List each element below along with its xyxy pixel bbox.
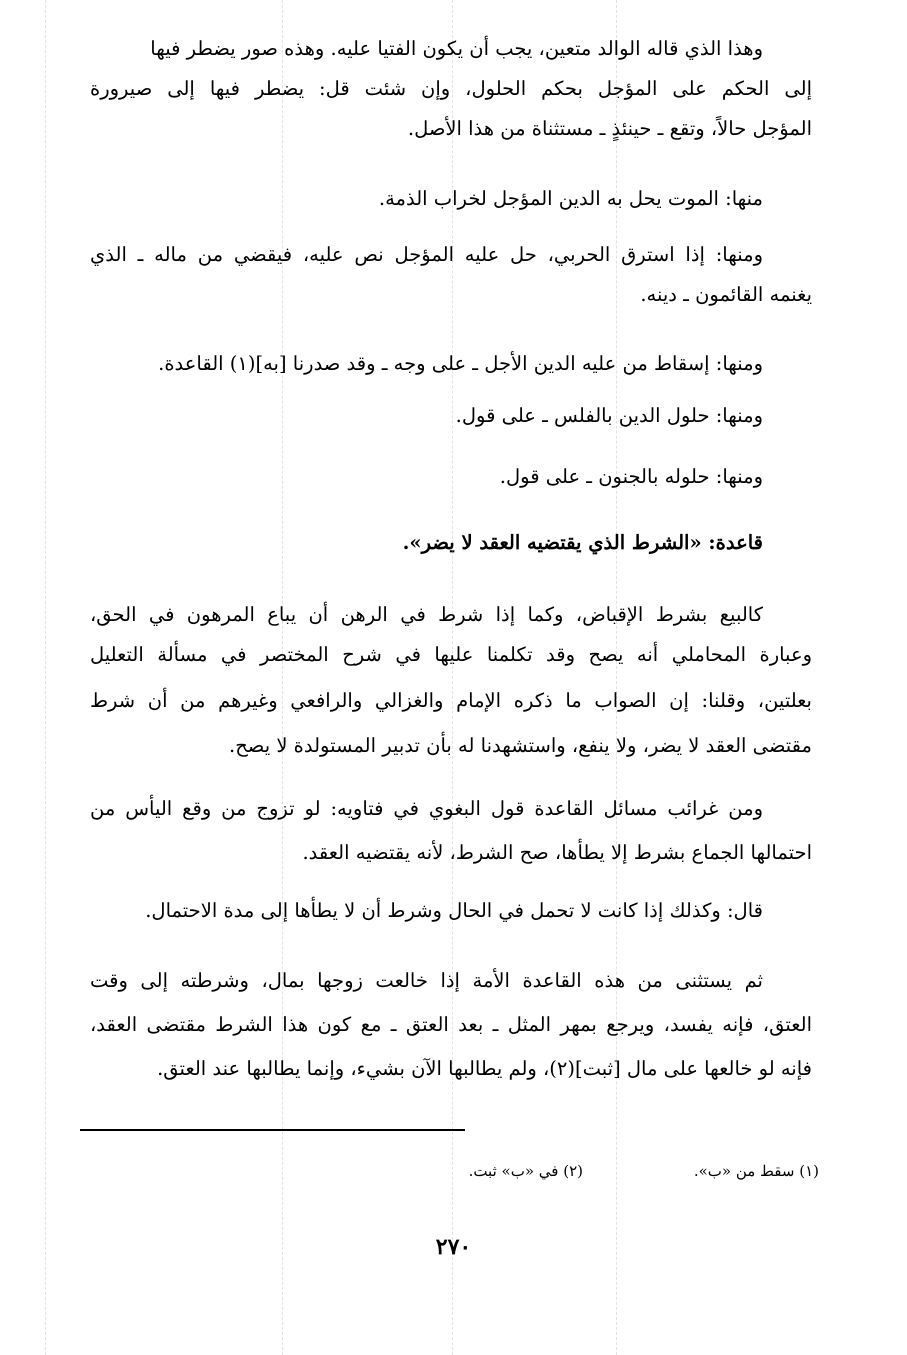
text-line-12: وعبارة المحاملي أنه يصح وقد تكلمنا عليها في شرح المختصر في مسألة التعليل: [90, 643, 812, 666]
rule-heading: قاعدة: «الشرط الذي يقتضيه العقد لا يضر».: [402, 531, 763, 554]
text-line-14: مقتضى العقد لا يضر، ولا ينفع، واستشهدنا له بأن تدبير المستولدة لا يصح.: [229, 734, 812, 757]
text-line-5: ومنها: إذا استرق الحربي، حل عليه المؤجل نص عليه، فيقضي من ماله ـ الذي: [90, 243, 763, 266]
footnote-2: (٢) في «ب» ثبت.: [468, 1162, 583, 1180]
text-line-3: المؤجل حالاً، وتقع ـ حينئذٍ ـ مستثناة من هذا الأصل.: [407, 117, 812, 140]
text-line-15: ومن غرائب مسائل القاعدة قول البغوي في فتاويه: لو تزوج من وقع اليأس من: [90, 797, 763, 820]
page-number: ٢٧٠: [435, 1234, 472, 1260]
text-line-9: ومنها: حلوله بالجنون ـ على قول.: [499, 465, 763, 488]
text-line-6: يغنمه القائمون ـ دينه.: [640, 283, 812, 306]
scan-artifact-line: [45, 0, 46, 1355]
text-line-8: ومنها: حلول الدين بالفلس ـ على قول.: [455, 404, 763, 427]
text-line-20: فإنه لو خالعها على مال [ثبت](٢)، ولم يطالبها الآن بشيء، وإنما يطالبها عند العتق.: [157, 1057, 812, 1080]
text-line-16: احتمالها الجماع بشرط إلا يطأها، صح الشرط، لأنه يقتضيه العقد.: [302, 841, 812, 864]
footnote-1: (١) سقط من «ب».: [693, 1162, 819, 1180]
text-line-1: وهذا الذي قاله الوالد متعين، يجب أن يكون الفتيا عليه. وهذه صور يضطر فيها: [150, 37, 763, 60]
text-line-4: منها: الموت يحل به الدين المؤجل لخراب الذمة.: [378, 187, 763, 210]
footnote-separator: [80, 1129, 465, 1131]
text-line-19: العتق، فإنه يفسد، ويرجع بمهر المثل ـ بعد العتق ـ مع كون هذا الشرط مقتضى العقد،: [90, 1013, 812, 1036]
text-line-7: ومنها: إسقاط من عليه الدين الأجل ـ على وجه ـ وقد صدرنا [به](١) القاعدة.: [158, 352, 763, 375]
text-line-17: قال: وكذلك إذا كانت لا تحمل في الحال وشرط أن لا يطأها إلى مدة الاحتمال.: [145, 899, 763, 922]
text-line-13: بعلتين، وقلنا: إن الصواب ما ذكره الإمام والغزالي والرافعي وغيرهم من أن شرط: [90, 689, 812, 712]
text-line-11: كالبيع بشرط الإقباض، وكما إذا شرط في الرهن أن يباع المرهون في الحق،: [90, 603, 763, 626]
text-line-18: ثم يستثنى من هذه القاعدة الأمة إذا خالعت زوجها بمال، وشرطته إلى وقت: [90, 969, 763, 992]
text-line-2: إلى الحكم على المؤجل بحكم الحلول، وإن شئت قل: يضطر فيها إلى صيرورة: [90, 77, 812, 100]
